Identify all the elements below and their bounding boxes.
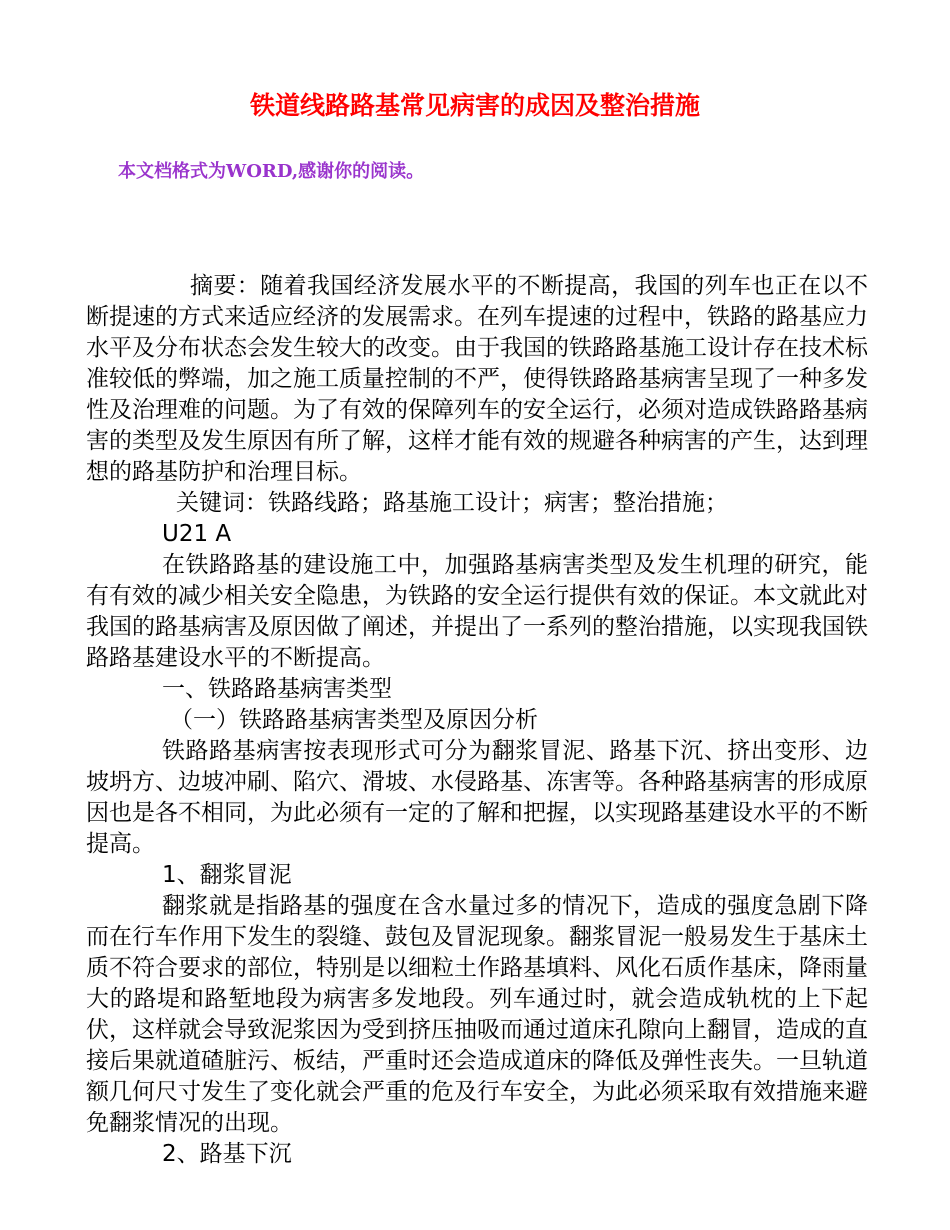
item-heading: 2、路基下沉: [162, 1141, 292, 1167]
keywords-line: 关键词：铁路线路；路基施工设计；病害；整治措施；: [176, 490, 728, 516]
subsection-heading: （一）铁路路基病害类型及原因分析: [170, 707, 538, 733]
abstract-paragraph: 摘要：随着我国经济发展水平的不断提高，我国的列车也正在以不断提速的方式来适应经济的发展需求。在列车提速的过程中，铁路的路基应力水平及分布状态会发生较大的改变。由于我国的铁路路基施工设计存在技术标准较低的弊端，加之施工质量控制的不严，使得铁路路基病害呈现了一种多发性及治理难的问题。为了有效的保障列车的安全运行，必须对造成铁路路基病害的类型及发生原因有所了解，这样才能有效的规避各种病害的产生，达到理想的路基防护和治理目标。: [86, 273, 868, 485]
document-body: [86, 271, 868, 1170]
document-title: 铁道线路路基常见病害的成因及整治措施: [249, 91, 700, 120]
section-paragraph: 铁路路基病害按表现形式可分为翻浆冒泥、路基下沉、挤出变形、边坡坍方、边坡冲刷、陷穴、滑坡、水侵路基、冻害等。各种路基病害的形成原因也是各不相同，为此必须有一定的了解和把握，以实现路基建设水平的不断提高。: [86, 738, 868, 857]
item-heading: 1、翻浆冒泥: [162, 862, 292, 888]
section-heading: 一、铁路路基病害类型: [162, 676, 392, 702]
intro-paragraph: 在铁路路基的建设施工中，加强路基病害类型及发生机理的研究，能有有效的减少相关安全隐患，为铁路的安全运行提供有效的保证。本文就此对我国的路基病害及原因做了阐述，并提出了一系列的整治措施，以实现我国铁路路基建设水平的不断提高。: [86, 552, 868, 671]
classification-line: U21 A: [162, 521, 232, 547]
item-paragraph: 翻浆就是指路基的强度在含水量过多的情况下，造成的强度急剧下降而在行车作用下发生的裂缝、鼓包及冒泥现象。翻浆冒泥一般易发生于基床土质不符合要求的部位，特别是以细粒土作路基填料、风化石质作基床，降雨量大的路堤和路堑地段为病害多发地段。列车通过时，就会造成轨枕的上下起伏，这样就会导致泥浆因为受到挤压抽吸而通过道床孔隙向上翻冒，造成的直接后果就道碴脏污、板结，严重时还会造成道床的降低及弹性丧失。一旦轨道额几何尺寸发生了变化就会严重的危及行车安全，为此必须采取有效措施来避免翻浆情况的出现。: [86, 893, 868, 1136]
format-notice: 本文档格式为WORD,感谢你的阅读。: [118, 161, 425, 182]
